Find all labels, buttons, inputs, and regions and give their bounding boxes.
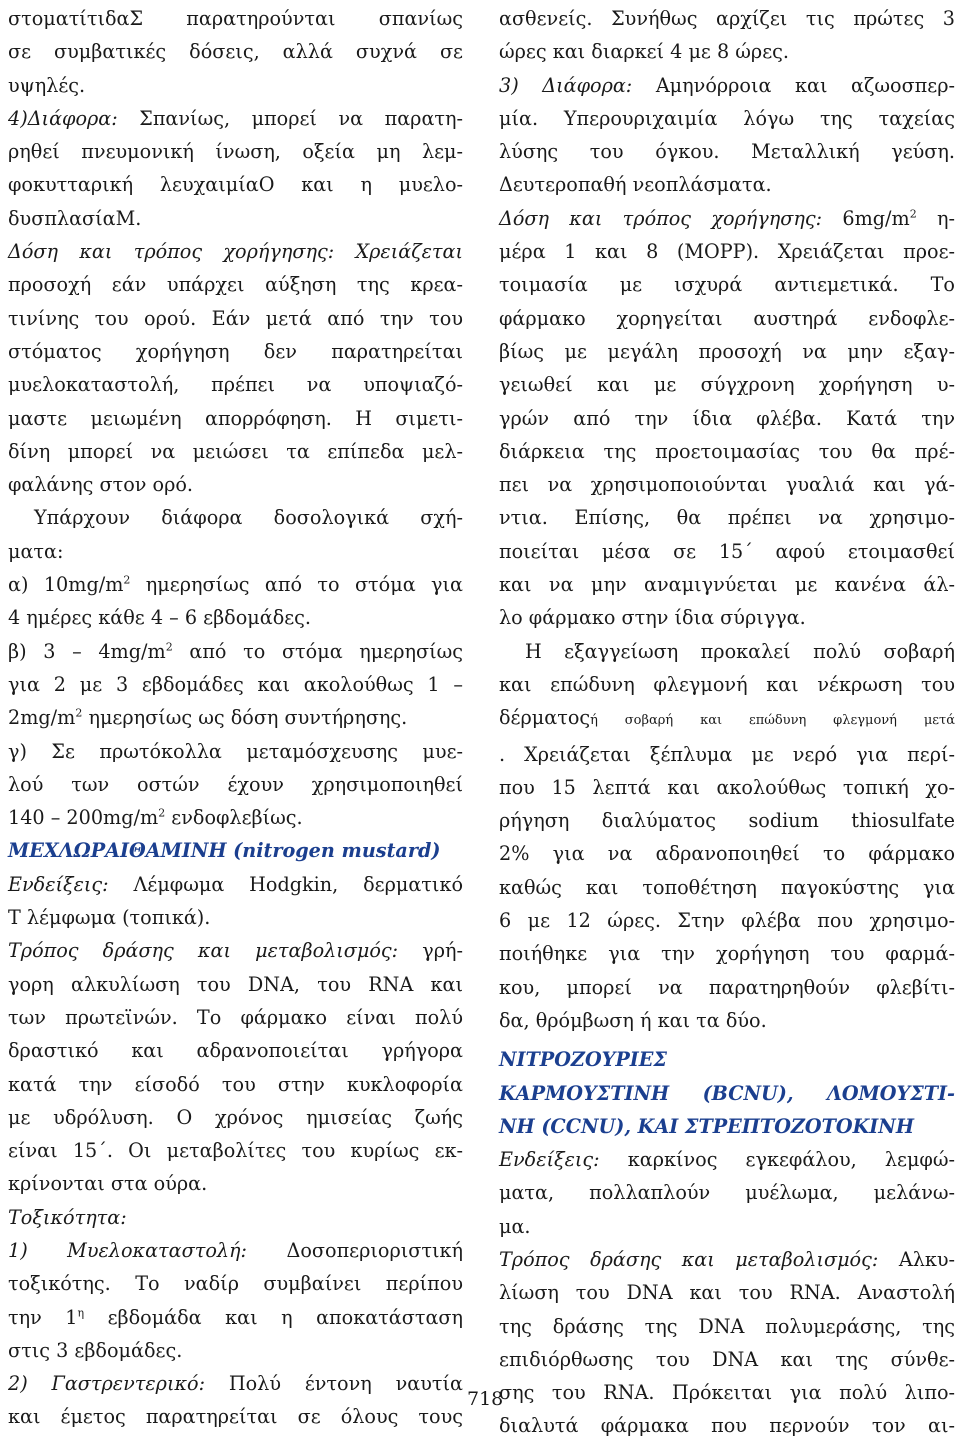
text-line: στις 3 εβδομάδες. [8, 1338, 183, 1362]
text-line: δίνη μπορεί να μειώσει τα επίπεδα μελ- [8, 439, 463, 463]
text-line: 4 ημέρες κάθε 4 – 6 εβδομάδες. [8, 606, 312, 630]
text-run: από το στόμα ημερησίως [172, 639, 463, 663]
section-heading: ΚΑΡΜΟΥΣΤΙΝΗ (BCNU), ΛΟΜΟΥΣΤΙ- [499, 1081, 955, 1105]
text-run: 2mg/m [8, 706, 76, 730]
text-line [499, 1243, 955, 1276]
text-line: ποιήθηκε για την χορήγηση του φαρμά- [499, 942, 955, 966]
text-run: Δοσοπεριοριστική [247, 1238, 463, 1262]
text-run: ημερησίως ως δόση συντήρησης. [82, 706, 408, 730]
text-line: τινίνης του ορού. Εάν μετά από την του [8, 306, 463, 330]
text-line: διαλυτά φάρμακα που περνούν τον αι- [499, 1414, 955, 1438]
text-line [8, 235, 463, 268]
text-line: δραστικό και αδρανοποιείται γρήγορα [8, 1039, 463, 1063]
text-run: 6mg/m [822, 206, 910, 230]
superscript: 2 [165, 640, 173, 654]
superscript: 2 [158, 806, 166, 820]
text-line [499, 1143, 955, 1176]
text-line [8, 868, 463, 901]
text-line: δα, θρόμβωση ή και τα δύο. [499, 1008, 767, 1032]
superscript: 2 [75, 706, 83, 720]
text-line: ποιείται μέσα σε 15΄ αφού ετοιμασθεί [499, 539, 955, 563]
text-line: . Χρειάζεται ξέπλυμα με νερό για περί- [499, 742, 955, 766]
text-line: που 15 λεπτά και ακολούθως τοπική χο- [499, 775, 955, 799]
superscript: 2 [123, 573, 131, 587]
superscript: 2 [909, 207, 917, 221]
text-line: και έμετος παρατηρείται σε όλους τους [8, 1405, 463, 1429]
left-column [8, 2, 463, 1434]
text-run: ημερησίως από το στόμα για [130, 573, 463, 597]
text-line: με υδρόλυση. Ο χρόνος ημισείας ζωής [8, 1105, 463, 1129]
text-line: μία. Υπερουριχαιμία λόγω της ταχείας [499, 106, 955, 130]
text-line [499, 202, 955, 235]
text-line: στοματίτιδαΣ παρατηρούνται σπανίως [8, 7, 463, 30]
text-line [8, 801, 463, 834]
text-line [8, 635, 463, 668]
term-label: Δόση και τρόπος χορήγησης: [499, 206, 823, 230]
text-line: ντια. Επίσης, θα πρέπει να χρησιμο- [499, 506, 955, 530]
text-line: γορη αλκυλίωση του DNA, του RNA και [8, 972, 463, 996]
term-label: Τοξικότητα: [8, 1205, 127, 1229]
text-line [8, 1301, 463, 1334]
text-line: είναι 15΄. Οι μεταβολίτες του κυρίως εκ- [8, 1139, 463, 1163]
text-run: εβδομάδα και η αποκατάσταση [84, 1305, 463, 1329]
text-run: ενδοφλεβίως. [165, 806, 303, 830]
text-line: φοκυτταρική λευχαιμίαΟ και η μυελο- [8, 173, 463, 197]
text-run: β) 3 – 4mg/m [8, 639, 166, 663]
text-line [8, 934, 463, 967]
right-column [499, 2, 955, 1443]
text-line: φάρμακο χορηγείται αυστηρά ενδοφλε- [499, 306, 955, 330]
text-line: λο φάρμακο στην ίδια σύριγγα. [499, 606, 806, 630]
text-line: κου, μπορεί να παρατηρηθούν φλεβίτι- [499, 975, 955, 999]
text-run: γρή- [398, 939, 464, 963]
text-run: Λέμφωμα Hodgkin, δερματικό [108, 872, 463, 896]
term-label: Δόση και τρόπος χορήγησης: Χρειάζεται [8, 240, 463, 264]
text-line: Υπάρχουν διάφορα δοσολογικά σχή- [34, 506, 463, 530]
text-line [8, 102, 463, 135]
text-run: καρκίνος εγκεφάλου, λεμφώ- [599, 1148, 955, 1172]
text-line: και επώδυνη φλεγμονή και νέκρωση του [499, 672, 955, 696]
text-line: διάρκεια της προετοιμασίας του θα πρέ- [499, 439, 955, 463]
text-line: λύσης του όγκου. Μεταλλική γεύση. [499, 140, 955, 164]
text-line: κρίνονται στα ούρα. [8, 1172, 208, 1196]
text-line: καθώς και τοποθέτηση παγοκύστης για [499, 875, 955, 899]
term-label: 2) Γαστρεντερικό: [8, 1372, 206, 1396]
term-label: Τρόπος δράσης και μεταβολισμός: [499, 1247, 879, 1271]
text-line: τοξικότης. Το ναδίρ συμβαίνει περίπου [8, 1272, 463, 1296]
text-line: 2% για να αδρανοποιηθεί το φάρμακο [499, 842, 955, 866]
text-run: την 1 [8, 1305, 78, 1329]
text-run: Σπανίως, μπορεί να παρατη- [117, 106, 463, 130]
text-line: μα. [499, 1214, 531, 1238]
text-line: μέρα 1 και 8 (MOPP). Χρειάζεται προε- [499, 240, 955, 264]
text-run: ή σοβαρή και επώδυνη φλεγμονή μετά [590, 713, 955, 729]
term-label: 4)Διάφορα: [8, 106, 118, 130]
text-line: Η εξαγγείωση προκαλεί πολύ σοβαρή [525, 639, 955, 663]
text-line: υψηλές. [8, 73, 86, 97]
text-line [8, 1234, 463, 1267]
text-line: δυσπλασίαΜ. [8, 206, 142, 230]
text-line: λού των οστών έχουν χρησιμοποιηθεί [8, 772, 463, 796]
text-line: φαλάνης στον ορό. [8, 473, 194, 497]
text-run: Αμηνόρροια και αζωοσπερ- [632, 73, 955, 97]
text-line: για 2 με 3 εβδομάδες και ακολούθως 1 – [8, 672, 463, 696]
text-line: Δευτεροπαθή νεοπλάσματα. [499, 173, 772, 197]
text-line: 6 με 12 ώρες. Στην φλέβα που χρησιμο- [499, 909, 955, 933]
term-label: 1) Μυελοκαταστολή: [8, 1238, 248, 1262]
text-line: Τ λέμφωμα (τοπικά). [8, 906, 211, 930]
text-line: της δράσης της DNA πολυμεράσης, της [499, 1314, 955, 1338]
text-run: 140 – 200mg/m [8, 806, 159, 830]
text-line: ρήγηση διαλύματος sodium thiosulfate [499, 809, 955, 833]
term-label: Ενδείξεις: [8, 872, 109, 896]
text-line [8, 1367, 463, 1400]
text-run: Αλκυ- [878, 1247, 955, 1271]
text-run: η- [916, 206, 955, 230]
text-line: κατά την είσοδό του στην κυκλοφορία [8, 1072, 463, 1096]
text-line: πει να χρησιμοποιούνται γυαλιά και γά- [499, 473, 955, 497]
term-label: Τρόπος δράσης και μεταβολισμός: [8, 939, 399, 963]
text-line: ματα, πολλαπλούν μυέλωμα, μελάνω- [499, 1181, 955, 1205]
text-line: σε συμβατικές δόσεις, αλλά συχνά σε [8, 40, 463, 64]
text-line: των πρωτεϊνών. Το φάρμακο είναι πολύ [8, 1005, 463, 1029]
text-run: α) 10mg/m [8, 573, 124, 597]
text-run: δέρματος [499, 706, 591, 730]
text-line: σης του RNA. Πρόκειται για πολύ λιπο- [499, 1381, 955, 1405]
text-line: ρηθεί πνευμονική ίνωση, οξεία μη λεμ- [8, 140, 463, 164]
page-number: 718 [467, 1388, 504, 1410]
term-label: Ενδείξεις: [499, 1148, 600, 1172]
text-line: μαστε μειωμένη απορρόφηση. Η σιμετι- [8, 406, 463, 430]
superscript: η [77, 1306, 85, 1320]
term-label: 3) Διάφορα: [499, 73, 633, 97]
text-line: προσοχή εάν υπάρχει αύξηση της κρεα- [8, 273, 463, 297]
section-heading: ΜΕΧΛΩΡΑΙΘΑΜΙΝΗ (nitrogen mustard) [8, 839, 441, 863]
text-line: γειωθεί και με σύγχρονη χορήγηση υ- [499, 373, 955, 397]
text-line: γ) Σε πρωτόκολλα μεταμόσχευσης μυε- [8, 739, 463, 763]
text-line: ώρες και διαρκεί 4 με 8 ώρες. [499, 40, 789, 64]
text-run: Πολύ έντονη ναυτία [205, 1372, 463, 1396]
text-line [8, 701, 463, 734]
text-line: τοιμασία με ισχυρά αντιεμετικά. Το [499, 273, 955, 297]
text-line: στόματος χορήγηση δεν παρατηρείται [8, 339, 463, 363]
text-line [499, 69, 955, 102]
text-line: βίως με μεγάλη προσοχή να μην εξαγ- [499, 339, 955, 363]
text-line: και να μην αναμιγνύεται με κανένα άλ- [499, 573, 955, 597]
section-heading: ΝΙΤΡΟΖΟΥΡΙΕΣ [499, 1048, 667, 1072]
text-line: ματα: [8, 539, 64, 563]
text-line: ασθενείς. Συνήθως αρχίζει τις πρώτες 3 [499, 7, 955, 30]
text-line: επιδιόρθωσης του DNA και της σύνθε- [499, 1347, 955, 1371]
text-line [8, 568, 463, 601]
text-line: γρών από την ίδια φλέβα. Κατά την [499, 406, 955, 430]
text-line [499, 701, 955, 737]
text-line: μυελοκαταστολή, πρέπει να υποψιαζό- [8, 373, 463, 397]
text-line: λίωση του DNA και του RNA. Αναστολή [499, 1281, 955, 1305]
section-heading: ΝΗ (CCNU), ΚΑΙ ΣΤΡΕΠΤΟΖΟΤΟΚΙΝΗ [499, 1114, 914, 1138]
